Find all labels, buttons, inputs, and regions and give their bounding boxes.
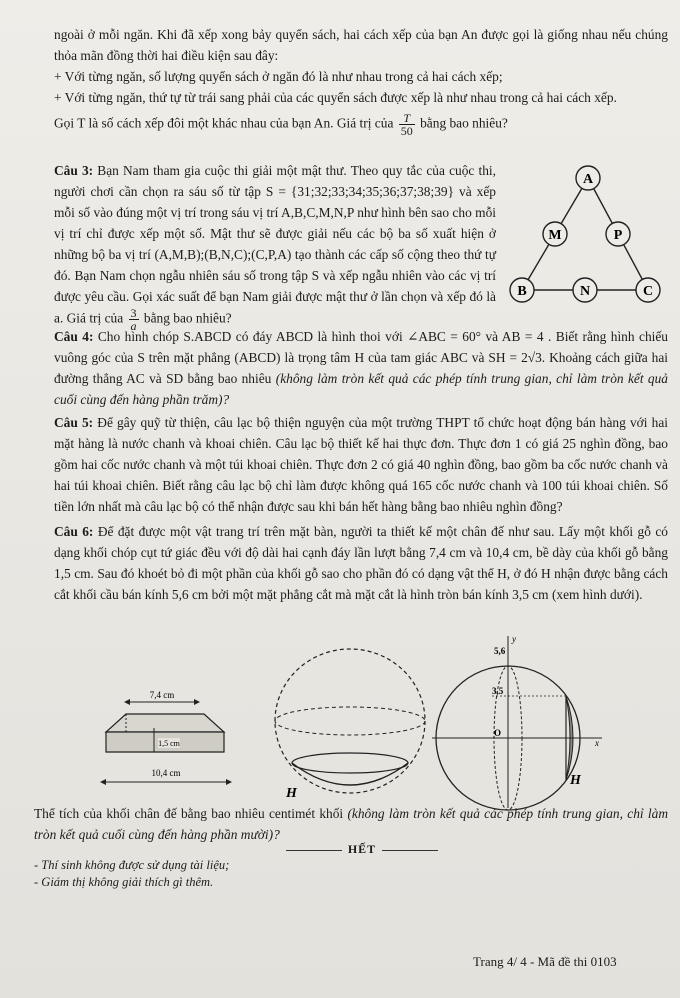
node-C-label: C xyxy=(642,284,654,299)
q3-label: Câu 3: xyxy=(54,163,94,178)
fraction-T-50 xyxy=(399,112,415,137)
q3-body: Bạn Nam tham gia cuộc thi giải một mật thư. Theo quy tắc của cuộc thi, người chơi cần chọn ra sáu số từ tập S = {31;32;33;34;35;36;37;38;39} và xếp mỗi số vào đúng một vị trí trong sáu vị trí A,B,C,M,N,P như hình bên sao cho mỗi vị trí chỉ được xếp một số. Mật thư sẽ được giải nếu các bộ ba số xuất hiện ở những bộ ba vị trí (A,M,B);(B,N,C);(C,P,A) tạo thành các cấp số cộng theo thứ tự đó. Bạn Nam chọn ngẫu nhiên sáu số trong tập S và xếp ngẫu nhiên vào các vị trí được yêu cầu. Gọi xác suất để bạn Nam giải được mật thư ở lần chọn và xếp đó là a. Giá trị của xyxy=(54,163,496,326)
q4-label: Câu 4: xyxy=(54,329,94,344)
node-B xyxy=(510,278,534,302)
q6-question-note: (không làm tròn kết quả các phép tính trung gian, chỉ làm tròn kết quả cuối cùng đến hàng phần mười)? xyxy=(34,806,668,842)
node-M xyxy=(543,222,567,246)
node-A xyxy=(576,166,600,190)
q5-body: Để gây quỹ từ thiện, câu lạc bộ thiện nguyện của một trường THPT tổ chức hoạt động bán hàng với hai mặt hàng là nước chanh và khoai chiên. Câu lạc bộ thiết kế hai thực đơn. Thực đơn 1 có giá 25 nghìn đồng, bao gồm hai cốc nước chanh và một túi khoai chiên. Thực đơn 2 có giá 40 nghìn đồng, bao gồm ba cốc nước chanh và hai túi khoai chiên. Biết rằng câu lạc bộ chỉ làm được không quá 165 cốc nước chanh và 100 túi khoai chiên. Số tiền lớn nhất mà câu lạc bộ có thể nhận được sau khi bán hết hàng bằng bao nhiêu nghìn đồng? xyxy=(54,415,668,514)
question-3 xyxy=(54,160,496,332)
intro-block xyxy=(54,24,668,137)
bottom-dim-label: 10,4 cm xyxy=(151,768,181,778)
bottom-dim-arrow-left xyxy=(100,779,106,785)
top-dim-arrow-left xyxy=(124,699,130,705)
q5-label: Câu 5: xyxy=(54,415,94,430)
q6-text xyxy=(54,521,668,605)
section-H-label: H xyxy=(570,773,581,788)
sphere-section-figure xyxy=(430,632,640,812)
page-footer: Trang 4/ 4 - Mã đề thi 0103 xyxy=(473,954,617,969)
cap-figure xyxy=(262,645,432,805)
frac3-num: 3 xyxy=(130,306,137,320)
node-B-label: B xyxy=(517,284,527,299)
intro-line4 xyxy=(54,112,668,137)
q6-body: Để đặt được một vật trang trí trên mặt bàn, người ta thiết kế một chân đế như sau. Lấy một khối gỗ có dạng khối chóp cụt tứ giác đều với độ dài hai cạnh đáy lần lượt bằng 7,4 cm và 10,4 cm, bề dày của khối gỗ bằng 1,5 cm. Sau đó khoét bỏ đi một phần của khối gỗ sao cho phần đó có dạng vật thể H, ở đó H nhận được bằng cách cắt khối cầu bán kính 5,6 cm bởi một mặt phẳng cắt mà mặt cắt là hình tròn bán kính 3,5 cm (xem hình dưới). xyxy=(54,524,668,602)
q4-text xyxy=(54,326,668,410)
q4-body: Cho hình chóp S.ABCD có đáy ABCD là hình thoi với ∠ABC = 60° và AB = 4 . Biết rằng hình chiếu vuông góc của S trên mặt phẳng (ABCD) là trọng tâm H của tam giác ABC và SH = 2√3. Khoảng cách giữa hai đường thẳng AC và SD bằng bao nhiêu xyxy=(54,329,668,386)
q6-question xyxy=(34,803,668,845)
node-N-label: N xyxy=(579,284,591,299)
q6-question-text xyxy=(34,803,668,845)
note-1: - Thí sinh không được sử dụng tài liệu; xyxy=(34,858,230,872)
intro-line1: ngoài ở mỗi ngăn. Khi đã xếp xong bảy quyển sách, hai cách xếp của bạn An được gọi là giống nhau nếu chúng thỏa mãn đồng thời hai điều kiện sau đây: xyxy=(54,27,668,63)
equator-dashed xyxy=(275,707,425,735)
q5-text xyxy=(54,412,668,517)
frustum-top-face xyxy=(106,714,224,732)
y-axis-label: y xyxy=(512,634,516,644)
node-P-label: P xyxy=(613,228,623,243)
intro-line4a: Gọi T là số cách xếp đôi một khác nhau của bạn An. Giá trị của xyxy=(54,115,394,131)
node-M-label: M xyxy=(548,228,562,243)
intro-line3: + Với từng ngăn, thứ tự từ trái sang phải của các quyển sách được xếp là như nhau trong cả hai cách xếp. xyxy=(54,90,617,105)
height-dim-label: 1,5 cm xyxy=(158,739,180,748)
q3-end: bằng bao nhiêu? xyxy=(143,310,232,326)
exam-notes xyxy=(34,857,229,891)
frac3-den: a xyxy=(130,319,137,333)
question-5 xyxy=(54,412,668,517)
node-P xyxy=(606,222,630,246)
q4-note: (không làm tròn kết quả các phép tính trung gian, chỉ làm tròn kết quả cuối cùng đến hàng phần trăm)? xyxy=(54,371,669,407)
frustum-figure xyxy=(96,690,266,800)
y-top-label: 5,6 xyxy=(494,646,506,656)
frac-num: T xyxy=(399,112,415,125)
triangle-diagram xyxy=(500,162,670,312)
q6-question-body: Thể tích của khối chân đế bằng bao nhiêu centimét khối xyxy=(34,806,344,821)
end-marker: HẾT xyxy=(262,842,462,857)
node-N xyxy=(573,278,597,302)
y-mid-label: 3,5 xyxy=(492,686,504,696)
cap-base xyxy=(292,753,408,773)
intro-line4b: bằng bao nhiêu? xyxy=(420,115,508,131)
q3-text xyxy=(54,160,496,332)
top-dim-label: 7,4 cm xyxy=(149,690,175,700)
x-axis-label: x xyxy=(595,738,599,748)
node-A-label: A xyxy=(582,172,594,187)
q6-label: Câu 6: xyxy=(54,524,94,539)
sphere-dashed xyxy=(275,649,425,793)
frac-den: 50 xyxy=(400,124,413,138)
intro-line2: + Với từng ngăn, số lượng quyển sách ở ngăn đó là như nhau trong cả hai cách xếp; xyxy=(54,69,503,84)
note-2: - Giám thị không giải thích gì thêm. xyxy=(34,875,214,889)
top-dim-arrow-right xyxy=(194,699,200,705)
question-6 xyxy=(54,521,668,605)
question-4 xyxy=(54,326,668,410)
cap-label: H xyxy=(286,786,297,801)
origin-label: O xyxy=(494,728,502,738)
node-C xyxy=(636,278,660,302)
bottom-dim-arrow-right xyxy=(226,779,232,785)
